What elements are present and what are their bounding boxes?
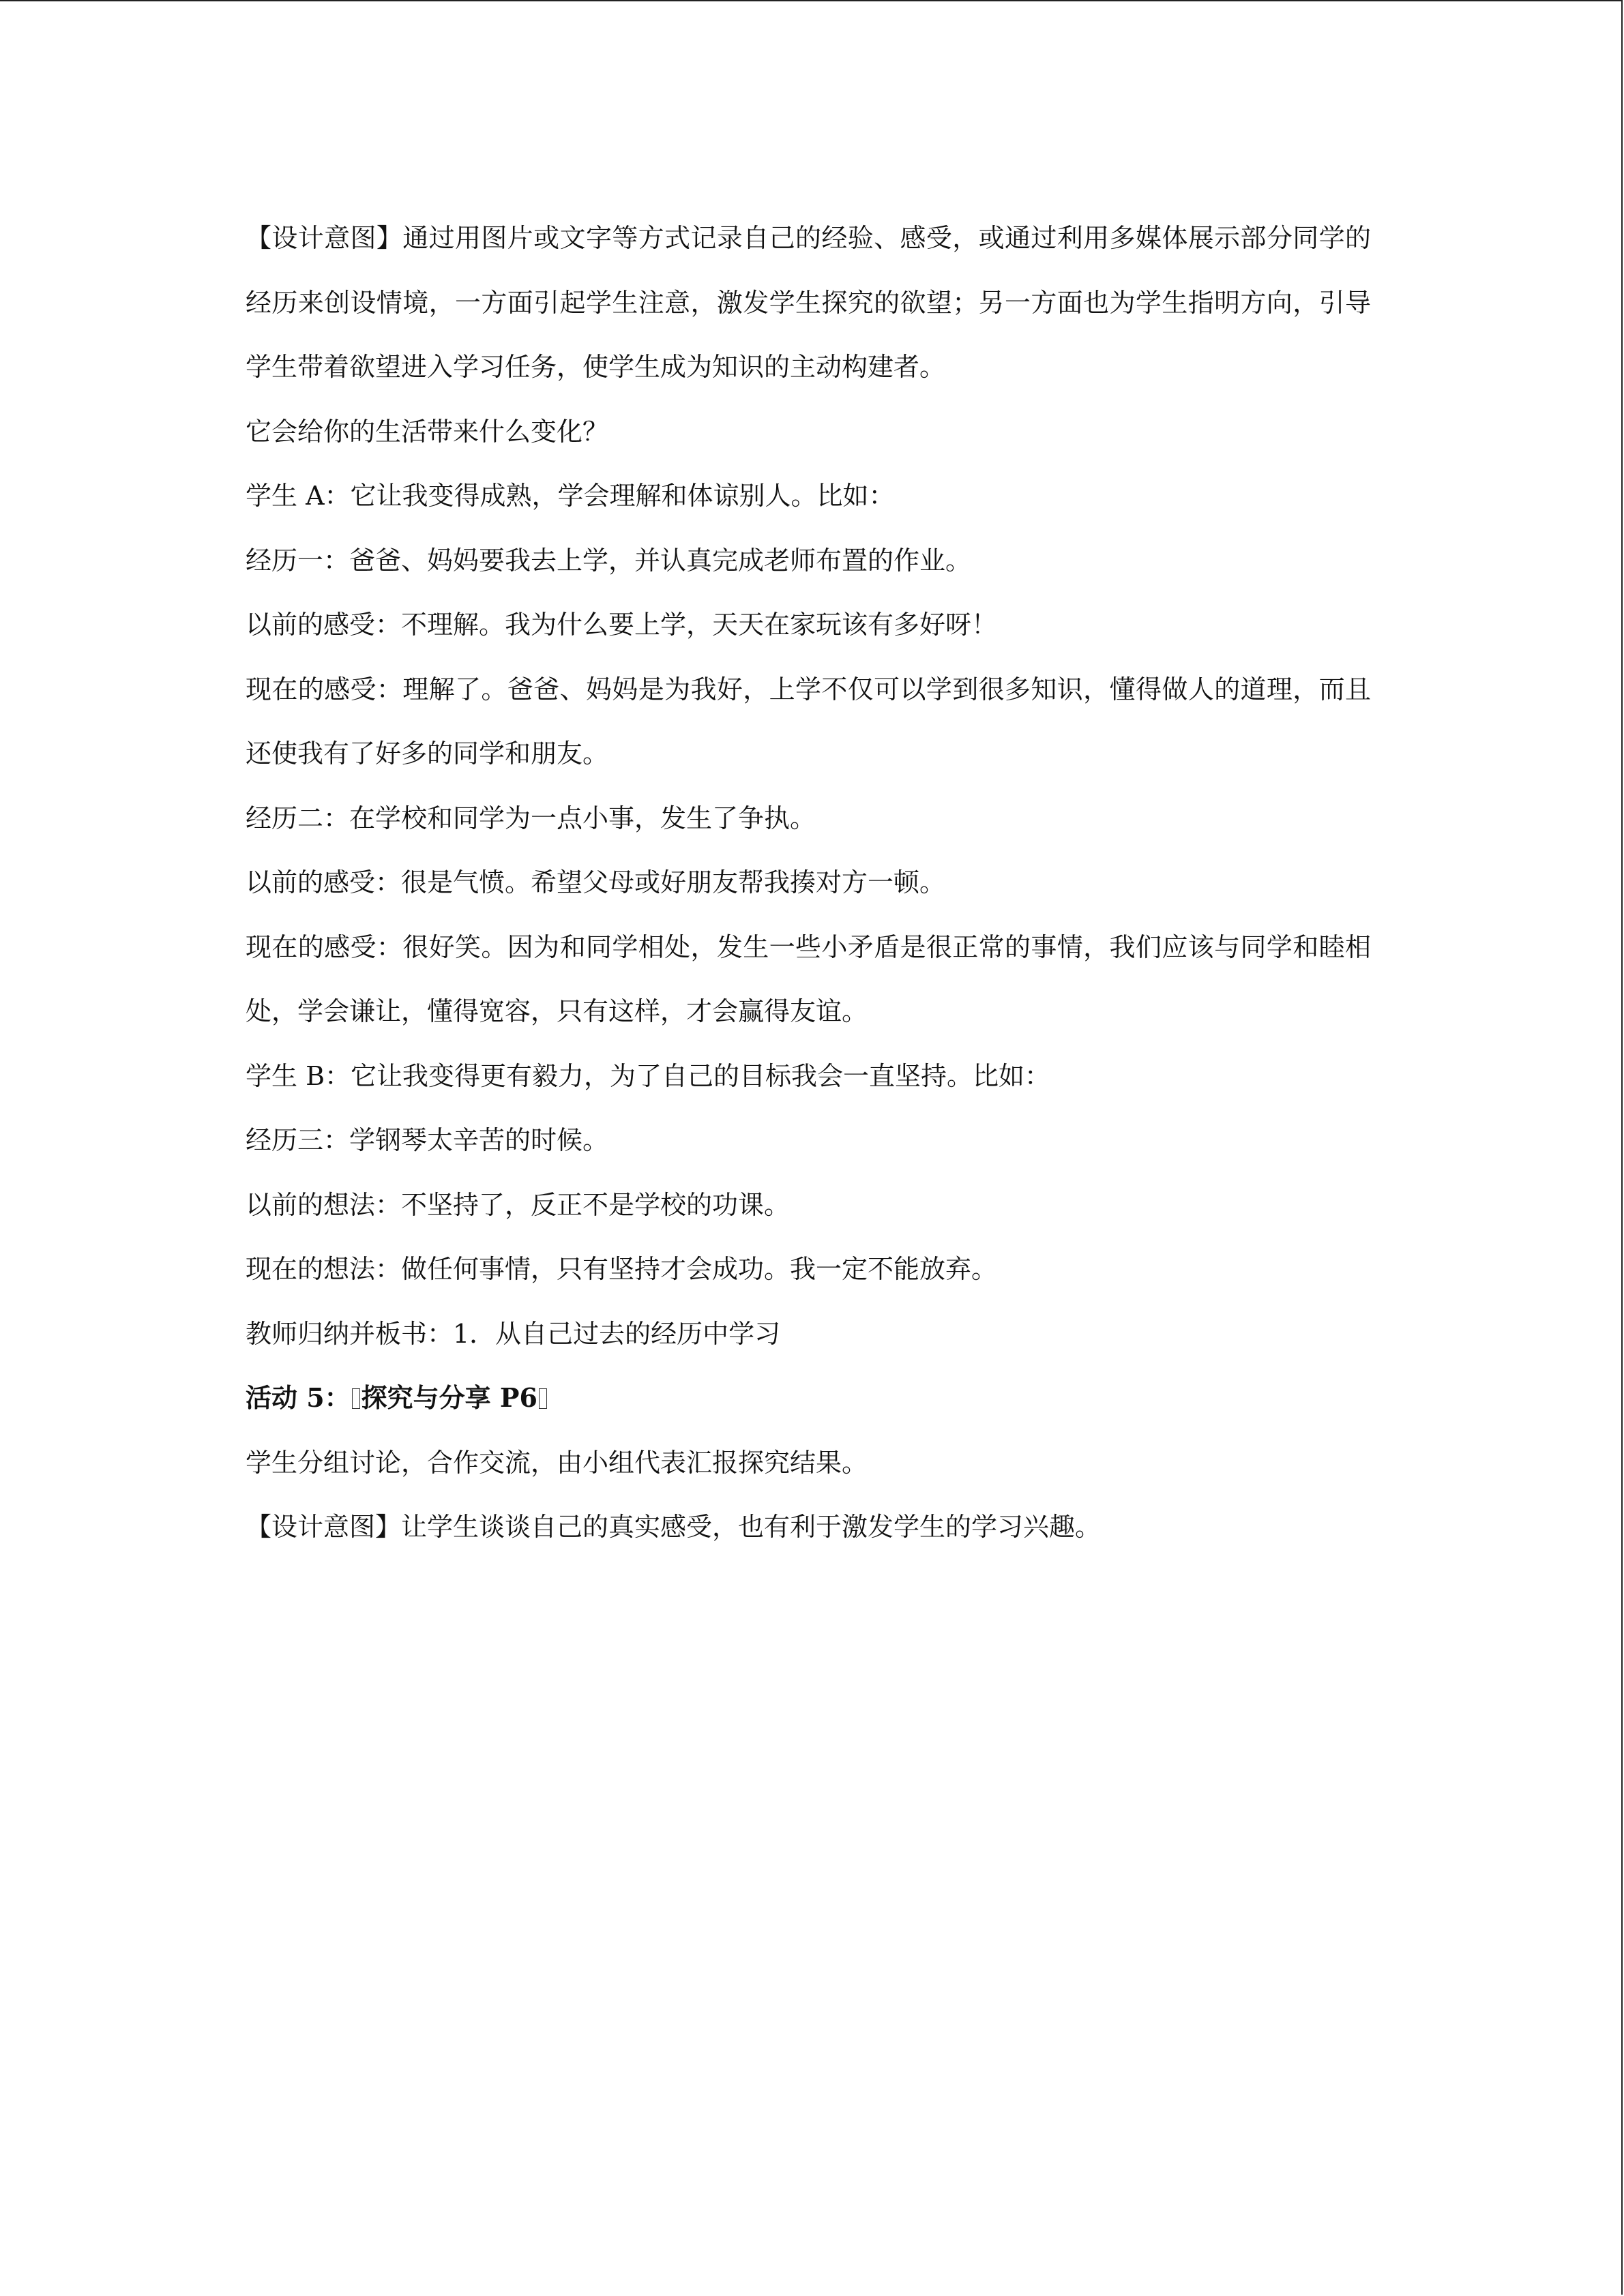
missing-glyph-box xyxy=(539,1388,547,1409)
teacher-summary-line: 教师归纳并板书：1．从自己过去的经历中学习 xyxy=(246,1318,781,1349)
experience-two-line: 经历二：在学校和同学为一点小事，发生了争执。 xyxy=(246,803,816,833)
past-feeling-one-line: 以前的感受：不理解。我为什么要上学，天天在家玩该有多好呀！ xyxy=(246,610,998,640)
past-thought-three-line: 以前的想法：不坚持了，反正不是学校的功课。 xyxy=(246,1189,791,1220)
present-feeling-two-paragraph: 现在的感受：很好笑。因为和同学相处，发生一些小矛盾是很正常的事情，我们应该与同学和睦相处，学会谦让，懂得宽容，只有这样，才会赢得友谊。 xyxy=(246,931,1371,1026)
present-thought-three-line: 现在的想法：做任何事情，只有坚持才会成功。我一定不能放弃。 xyxy=(246,1254,998,1284)
experience-one-line: 经历一：爸爸、妈妈要我去上学，并认真完成老师布置的作业。 xyxy=(246,545,972,576)
design-intent-paragraph: 【设计意图】通过用图片或文字等方式记录自己的经验、感受，或通过利用多媒体展示部分同学的经历来创设情境，一方面引起学生注意，激发学生探究的欲望；另一方面也为学生指明方向，引导学生带着欲望进入学习任务，使学生成为知识的主动构建者。 xyxy=(246,223,1371,382)
student-a-line: 学生 A：它让我变得成熟，学会理解和体谅别人。比如： xyxy=(246,481,895,511)
document-body xyxy=(246,206,1371,1560)
activity-heading-prefix: 活动 5： xyxy=(246,1382,351,1413)
activity-heading-text: 探究与分享 P6 xyxy=(361,1382,537,1413)
missing-glyph-box xyxy=(352,1388,360,1409)
past-feeling-two-line: 以前的感受：很是气愤。希望父母或好朋友帮我揍对方一顿。 xyxy=(246,867,946,897)
student-b-line: 学生 B：它让我变得更有毅力，为了自己的目标我会一直坚持。比如： xyxy=(246,1060,1051,1091)
activity-heading xyxy=(246,1366,1371,1431)
question-line: 它会给你的生活带来什么变化？ xyxy=(246,416,609,447)
group-discussion-line: 学生分组讨论，合作交流，由小组代表汇报探究结果。 xyxy=(246,1447,868,1478)
closing-design-intent-line: 【设计意图】让学生谈谈自己的真实感受，也有利于激发学生的学习兴趣。 xyxy=(246,1512,1102,1542)
present-feeling-one-paragraph: 现在的感受：理解了。爸爸、妈妈是为我好，上学不仅可以学到很多知识，懂得做人的道理，而且还使我有了好多的同学和朋友。 xyxy=(246,674,1371,769)
experience-three-line: 经历三：学钢琴太辛苦的时候。 xyxy=(246,1125,609,1155)
